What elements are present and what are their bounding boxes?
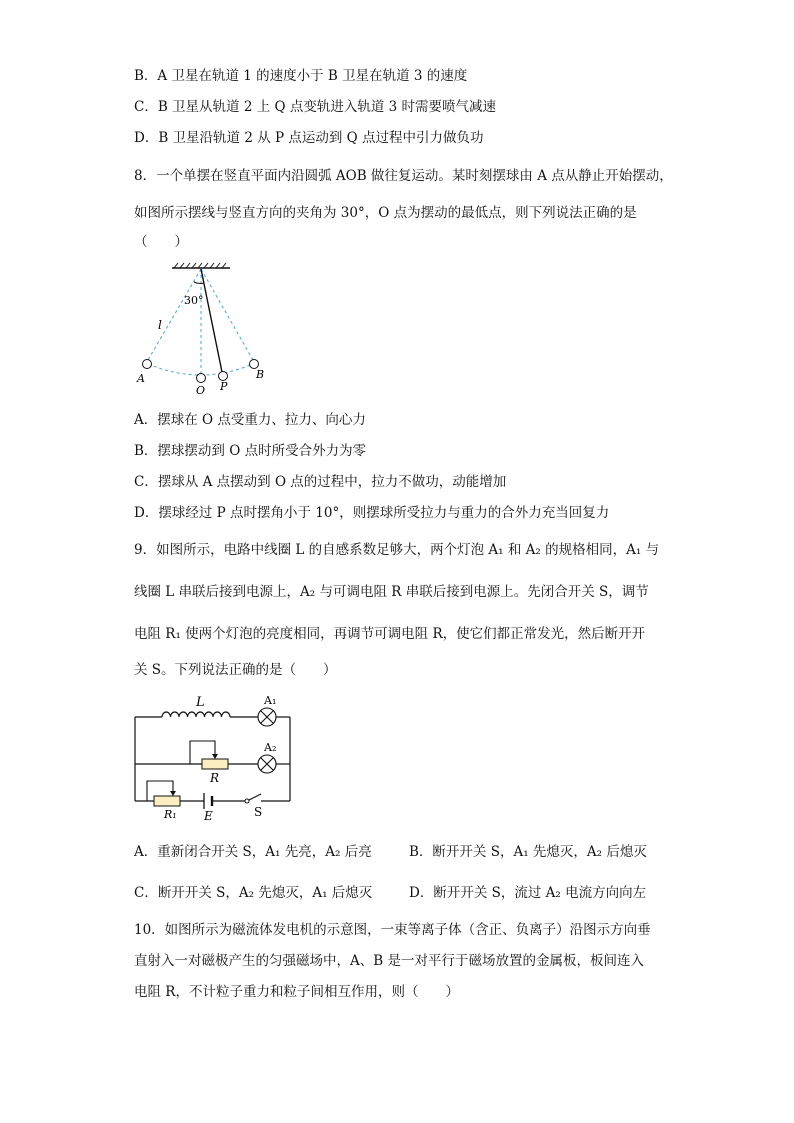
label-o: O — [196, 384, 206, 397]
label-r: R — [210, 771, 220, 785]
label-angle: 30° — [184, 294, 204, 307]
label-l-coil: L — [196, 695, 205, 710]
q7-option-d: D．B 卫星沿轨道 2 从 P 点运动到 Q 点过程中引力做负功 — [134, 130, 484, 146]
q8-option-c: C．摆球从 A 点摆动到 O 点的过程中，拉力不做功，动能增加 — [134, 474, 507, 490]
q9-stem-line3: 电阻 R₁ 使两个灯泡的亮度相同，再调节可调电阻 R，使它们都正常发光，然后断开开 — [134, 626, 646, 642]
q9-option-a: A．重新闭合开关 S，A₁ 先亮，A₂ 后亮 — [134, 844, 372, 860]
label-s: S — [254, 805, 263, 819]
q9-option-b: B．断开开关 S，A₁ 先熄灭，A₂ 后熄灭 — [409, 844, 647, 860]
label-r1: R₁ — [164, 808, 177, 821]
label-a2: A₂ — [264, 741, 277, 754]
q8-stem-line3: （ ） — [134, 234, 188, 250]
q9-option-d: D．断开开关 S，流过 A₂ 电流方向向左 — [409, 885, 647, 901]
q10-stem-line2: 直射入一对磁极产生的匀强磁场中，A、B 是一对平行于磁场放置的金属板，板间连入 — [134, 953, 644, 969]
q10-stem-line3: 电阻 R，不计粒子重力和粒子间相互作用，则（ ） — [134, 984, 459, 1000]
resistor-r — [202, 759, 228, 769]
q7-option-b: B．A 卫星在轨道 1 的速度小于 B 卫星在轨道 3 的速度 — [134, 68, 468, 84]
q8-stem-line2: 如图所示摆线与竖直方向的夹角为 30°，O 点为摆动的最低点，则下列说法正确的是 — [134, 205, 637, 221]
q8-option-b: B．摆球摆动到 O 点时所受合外力为零 — [134, 443, 367, 459]
q9-stem-line1: 9．如图所示，电路中线圈 L 的自感系数足够大，两个灯泡 A₁ 和 A₂ 的规格相同，A₁ 与 — [134, 542, 660, 558]
label-a1: A₁ — [264, 694, 277, 707]
q8-stem-line1: 8．一个单摆在竖直平面内沿圆弧 AOB 做往复运动。某时刻摆球由 A 点从静止开始摆动， — [134, 168, 673, 184]
q9-option-c: C．断开开关 S，A₂ 先熄灭，A₁ 后熄灭 — [134, 885, 373, 901]
inductor-coil — [162, 712, 230, 717]
pendulum-figure — [134, 262, 274, 398]
q9-stem-line2: 线圈 L 串联后接到电源上，A₂ 与可调电阻 R 串联后接到电源上。先闭合开关 S，调节 — [134, 584, 649, 600]
label-p: P — [220, 380, 228, 393]
ball-a — [143, 360, 152, 369]
ball-o — [197, 374, 206, 383]
q10-stem-line1: 10．如图所示为磁流体发电机的示意图，一束等离子体（含正、负离子）沿图示方向垂 — [134, 922, 651, 938]
resistor-r1 — [154, 796, 180, 806]
circuit-figure — [130, 690, 300, 822]
q8-option-d: D．摆球经过 P 点时摆角小于 10°，则摆球所受拉力与重力的合外力充当回复力 — [134, 505, 610, 521]
q7-option-c: C．B 卫星从轨道 2 上 Q 点变轨进入轨道 3 时需要喷气减速 — [134, 99, 497, 115]
lamp-a2 — [258, 755, 276, 773]
q9-stem-line4: 关 S。下列说法正确的是（ ） — [134, 662, 337, 678]
label-a: A — [137, 372, 145, 385]
label-e: E — [204, 809, 213, 822]
label-l: l — [158, 318, 162, 332]
label-b: B — [256, 368, 265, 381]
lamp-a1 — [258, 708, 276, 726]
q8-option-a: A．摆球在 O 点受重力、拉力、向心力 — [134, 412, 366, 428]
